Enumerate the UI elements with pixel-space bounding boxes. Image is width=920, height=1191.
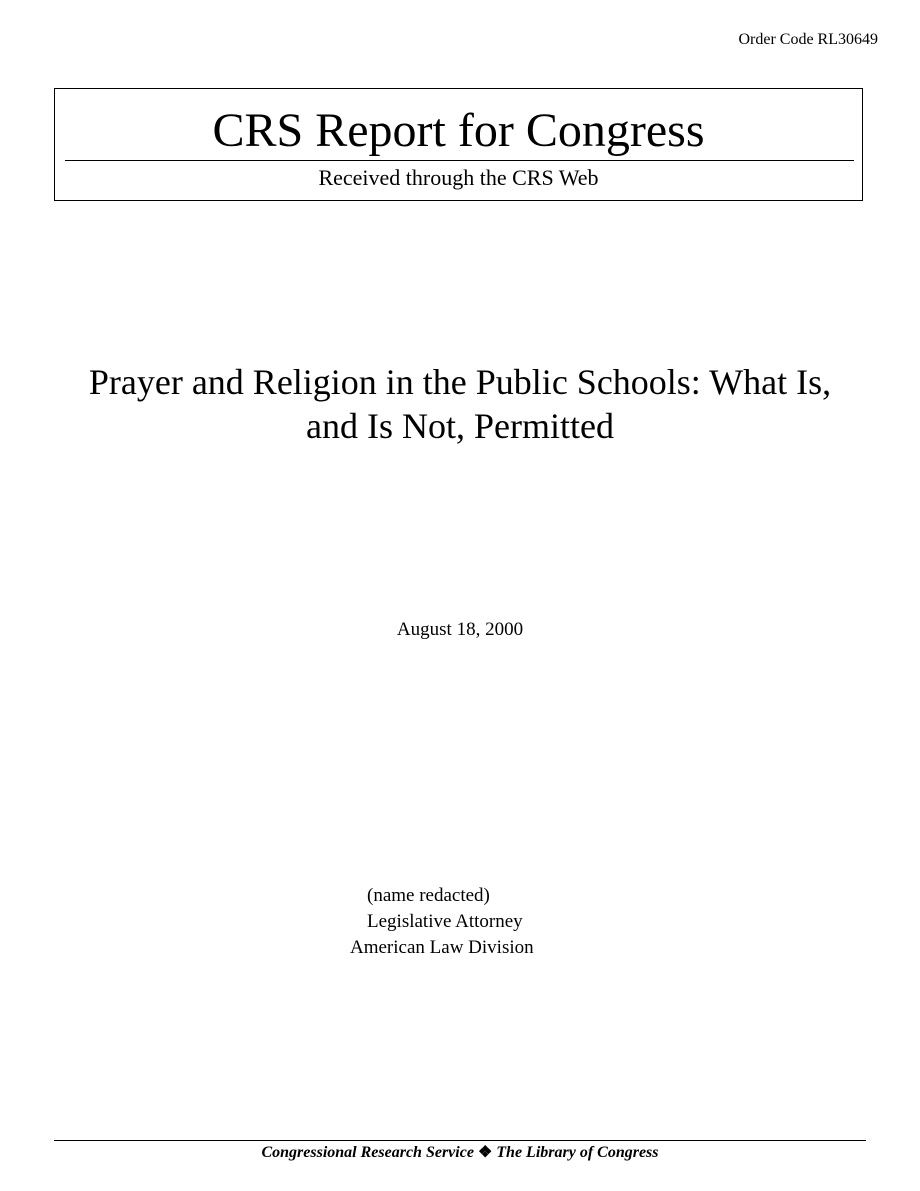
footer-publisher: Congressional Research Service — [261, 1144, 474, 1161]
author-role: Legislative Attorney — [367, 911, 523, 932]
report-header-box — [54, 88, 863, 201]
author-division: American Law Division — [350, 937, 534, 958]
report-series-title: CRS Report for Congress — [212, 104, 705, 157]
report-series-subtitle: Received through the CRS Web — [318, 165, 599, 190]
diamond-separator-icon: ❖ — [477, 1144, 493, 1161]
author-name: (name redacted) — [367, 885, 490, 906]
document-date: August 18, 2000 — [396, 619, 524, 640]
header-divider — [65, 160, 854, 161]
footer-divider — [54, 1140, 866, 1141]
footer — [0, 1143, 920, 1163]
order-code: Order Code RL30649 — [738, 31, 878, 48]
document-title: Prayer and Religion in the Public Schools: What Is, and Is Not, Permitted — [88, 362, 832, 446]
footer-library: The Library of Congress — [496, 1144, 659, 1161]
